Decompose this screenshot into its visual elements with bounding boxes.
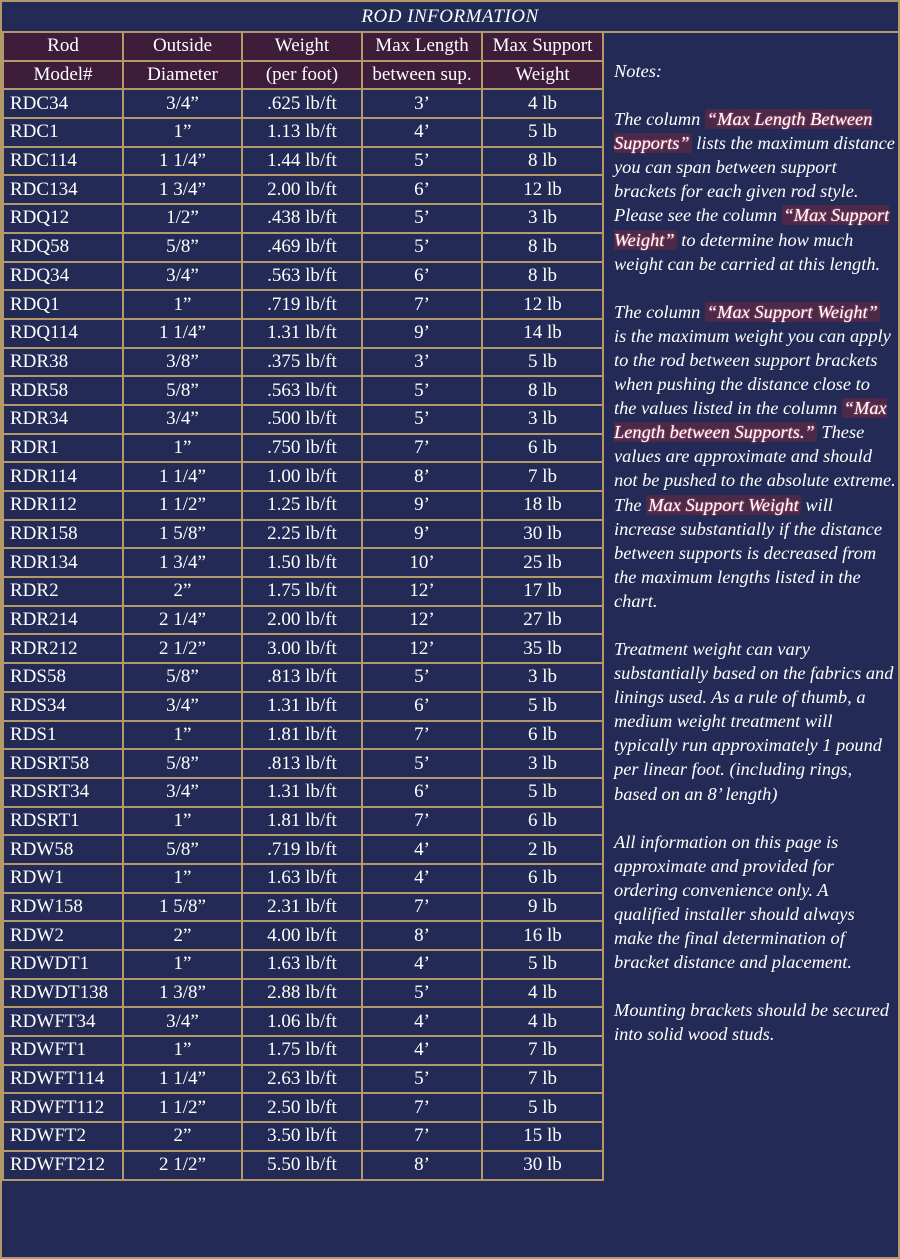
weight-cell: .719 lb/ft bbox=[242, 835, 362, 864]
max-support-cell: 12 lb bbox=[482, 290, 603, 319]
table-row bbox=[3, 204, 603, 233]
note-text: The column bbox=[614, 301, 705, 322]
notes-paragraph: Treatment weight can vary substantially based on the fabrics and linings used. As a rule of thumb, a medium weight treatment will typically run approximately 1 pound per linear foot. (including rings, based on an 8’ length) bbox=[614, 638, 894, 804]
table-row bbox=[3, 749, 603, 778]
weight-cell: 2.00 lb/ft bbox=[242, 606, 362, 635]
outside-diameter-cell: 1 3/4” bbox=[123, 548, 242, 577]
weight-cell: 1.31 lb/ft bbox=[242, 778, 362, 807]
max-support-cell: 30 lb bbox=[482, 1151, 603, 1180]
max-length-cell: 6’ bbox=[362, 692, 482, 721]
max-support-cell: 35 lb bbox=[482, 634, 603, 663]
max-support-cell: 6 lb bbox=[482, 721, 603, 750]
max-support-cell: 6 lb bbox=[482, 434, 603, 463]
table-row bbox=[3, 290, 603, 319]
rod-model-cell: RDC114 bbox=[3, 147, 123, 176]
outside-diameter-cell: 3/4” bbox=[123, 405, 242, 434]
max-length-cell: 5’ bbox=[362, 233, 482, 262]
notes-heading: Notes: bbox=[614, 61, 663, 81]
outside-diameter-cell: 1/2” bbox=[123, 204, 242, 233]
table-row bbox=[3, 893, 603, 922]
max-length-cell: 10’ bbox=[362, 548, 482, 577]
max-length-cell: 6’ bbox=[362, 262, 482, 291]
outside-diameter-cell: 2 1/2” bbox=[123, 1151, 242, 1180]
table-row bbox=[3, 520, 603, 549]
rod-model-cell: RDWFT34 bbox=[3, 1007, 123, 1036]
max-length-cell: 5’ bbox=[362, 979, 482, 1008]
max-support-cell: 25 lb bbox=[482, 548, 603, 577]
table-row bbox=[3, 606, 603, 635]
column-header: Weight bbox=[482, 61, 603, 90]
rod-model-cell: RDR1 bbox=[3, 434, 123, 463]
max-length-cell: 4’ bbox=[362, 1036, 482, 1065]
weight-cell: .813 lb/ft bbox=[242, 663, 362, 692]
weight-cell: .813 lb/ft bbox=[242, 749, 362, 778]
weight-cell: 3.50 lb/ft bbox=[242, 1122, 362, 1151]
max-support-cell: 5 lb bbox=[482, 950, 603, 979]
outside-diameter-cell: 3/4” bbox=[123, 89, 242, 118]
weight-cell: 2.63 lb/ft bbox=[242, 1065, 362, 1094]
outside-diameter-cell: 1 5/8” bbox=[123, 893, 242, 922]
rod-model-cell: RDS34 bbox=[3, 692, 123, 721]
outside-diameter-cell: 1” bbox=[123, 807, 242, 836]
weight-cell: .469 lb/ft bbox=[242, 233, 362, 262]
weight-cell: 1.75 lb/ft bbox=[242, 577, 362, 606]
outside-diameter-cell: 3/4” bbox=[123, 262, 242, 291]
weight-cell: 4.00 lb/ft bbox=[242, 921, 362, 950]
weight-cell: 1.25 lb/ft bbox=[242, 491, 362, 520]
table-row bbox=[3, 405, 603, 434]
outside-diameter-cell: 1 1/4” bbox=[123, 1065, 242, 1094]
table-row bbox=[3, 348, 603, 377]
rod-model-cell: RDR114 bbox=[3, 462, 123, 491]
weight-cell: .438 lb/ft bbox=[242, 204, 362, 233]
max-length-cell: 6’ bbox=[362, 778, 482, 807]
weight-cell: 1.00 lb/ft bbox=[242, 462, 362, 491]
weight-cell: 2.88 lb/ft bbox=[242, 979, 362, 1008]
outside-diameter-cell: 1” bbox=[123, 434, 242, 463]
highlight-term: “Max Length Between Supports” bbox=[614, 109, 873, 154]
notes-panel bbox=[614, 59, 896, 1070]
table-row bbox=[3, 175, 603, 204]
rod-model-cell: RDWFT212 bbox=[3, 1151, 123, 1180]
table-row bbox=[3, 376, 603, 405]
max-support-cell: 7 lb bbox=[482, 462, 603, 491]
weight-cell: .375 lb/ft bbox=[242, 348, 362, 377]
weight-cell: 1.06 lb/ft bbox=[242, 1007, 362, 1036]
column-header: Weight bbox=[242, 32, 362, 61]
max-length-cell: 7’ bbox=[362, 893, 482, 922]
outside-diameter-cell: 1 3/4” bbox=[123, 175, 242, 204]
weight-cell: 2.00 lb/ft bbox=[242, 175, 362, 204]
max-support-cell: 4 lb bbox=[482, 979, 603, 1008]
rod-model-cell: RDR134 bbox=[3, 548, 123, 577]
table-row bbox=[3, 663, 603, 692]
max-length-cell: 12’ bbox=[362, 577, 482, 606]
rod-model-cell: RDSRT34 bbox=[3, 778, 123, 807]
weight-cell: .563 lb/ft bbox=[242, 376, 362, 405]
max-support-cell: 8 lb bbox=[482, 262, 603, 291]
outside-diameter-cell: 3/4” bbox=[123, 1007, 242, 1036]
highlight-term: “Max Length between Supports.” bbox=[614, 398, 887, 443]
highlight-term: “Max Support Weight” bbox=[706, 301, 878, 322]
table-row bbox=[3, 262, 603, 291]
max-length-cell: 9’ bbox=[362, 319, 482, 348]
note-text: is the maximum weight you can apply to the rod between support brackets when pushing the distance close to the values listed in the column bbox=[614, 325, 891, 419]
column-header: (per foot) bbox=[242, 61, 362, 90]
rod-model-cell: RDQ1 bbox=[3, 290, 123, 319]
notes-paragraph: All information on this page is approximate and provided for ordering convenience only. A qualified installer should always make the final determination of bracket distance and placement. bbox=[614, 831, 855, 973]
max-length-cell: 8’ bbox=[362, 462, 482, 491]
rod-model-cell: RDR158 bbox=[3, 520, 123, 549]
rod-table bbox=[2, 31, 604, 1181]
rod-model-cell: RDC1 bbox=[3, 118, 123, 147]
max-support-cell: 14 lb bbox=[482, 319, 603, 348]
outside-diameter-cell: 5/8” bbox=[123, 835, 242, 864]
note-text: lists the maximum distance you can span between support brackets for each given rod style. Please see the column bbox=[614, 133, 895, 226]
column-header: Outside bbox=[123, 32, 242, 61]
max-support-cell: 5 lb bbox=[482, 1093, 603, 1122]
rod-model-cell: RDC134 bbox=[3, 175, 123, 204]
notes-paragraph: Mounting brackets should be secured into solid wood studs. bbox=[614, 1000, 890, 1045]
weight-cell: 1.50 lb/ft bbox=[242, 548, 362, 577]
max-length-cell: 6’ bbox=[362, 175, 482, 204]
table-row bbox=[3, 1151, 603, 1180]
table-header-row bbox=[3, 32, 603, 61]
table-row bbox=[3, 1093, 603, 1122]
max-support-cell: 8 lb bbox=[482, 376, 603, 405]
table-row bbox=[3, 634, 603, 663]
max-length-cell: 12’ bbox=[362, 606, 482, 635]
weight-cell: 2.50 lb/ft bbox=[242, 1093, 362, 1122]
rod-model-cell: RDWDT1 bbox=[3, 950, 123, 979]
outside-diameter-cell: 1 1/4” bbox=[123, 147, 242, 176]
rod-model-cell: RDW2 bbox=[3, 921, 123, 950]
highlight-term: Max Support Weight bbox=[648, 494, 799, 515]
max-length-cell: 3’ bbox=[362, 89, 482, 118]
max-length-cell: 5’ bbox=[362, 749, 482, 778]
rod-model-cell: RDW158 bbox=[3, 893, 123, 922]
max-support-cell: 4 lb bbox=[482, 1007, 603, 1036]
max-support-cell: 3 lb bbox=[482, 749, 603, 778]
outside-diameter-cell: 5/8” bbox=[123, 663, 242, 692]
rod-model-cell: RDWFT114 bbox=[3, 1065, 123, 1094]
weight-cell: 5.50 lb/ft bbox=[242, 1151, 362, 1180]
max-length-cell: 4’ bbox=[362, 118, 482, 147]
rod-model-cell: RDR212 bbox=[3, 634, 123, 663]
outside-diameter-cell: 1 1/2” bbox=[123, 1093, 242, 1122]
table-row bbox=[3, 807, 603, 836]
max-length-cell: 5’ bbox=[362, 376, 482, 405]
max-length-cell: 9’ bbox=[362, 520, 482, 549]
table-row bbox=[3, 1007, 603, 1036]
weight-cell: .719 lb/ft bbox=[242, 290, 362, 319]
note-text: will increase substantially if the distance between supports is decreased from the maximum lengths listed in the chart. bbox=[614, 494, 882, 611]
note-text: to determine how much weight can be carried at this length. bbox=[614, 229, 881, 274]
highlight-term: “Max Support Weight” bbox=[614, 205, 890, 250]
weight-cell: 1.44 lb/ft bbox=[242, 147, 362, 176]
outside-diameter-cell: 3/4” bbox=[123, 778, 242, 807]
outside-diameter-cell: 1 1/4” bbox=[123, 319, 242, 348]
outside-diameter-cell: 1 1/4” bbox=[123, 462, 242, 491]
outside-diameter-cell: 2” bbox=[123, 577, 242, 606]
table-row bbox=[3, 89, 603, 118]
outside-diameter-cell: 2” bbox=[123, 921, 242, 950]
rod-model-cell: RDWFT2 bbox=[3, 1122, 123, 1151]
column-header: Max Length bbox=[362, 32, 482, 61]
max-support-cell: 3 lb bbox=[482, 204, 603, 233]
rod-model-cell: RDR112 bbox=[3, 491, 123, 520]
max-support-cell: 4 lb bbox=[482, 89, 603, 118]
outside-diameter-cell: 2 1/4” bbox=[123, 606, 242, 635]
rod-model-cell: RDWFT112 bbox=[3, 1093, 123, 1122]
table-row bbox=[3, 1036, 603, 1065]
weight-cell: 1.63 lb/ft bbox=[242, 864, 362, 893]
max-support-cell: 5 lb bbox=[482, 692, 603, 721]
max-length-cell: 7’ bbox=[362, 434, 482, 463]
rod-model-cell: RDW58 bbox=[3, 835, 123, 864]
outside-diameter-cell: 1” bbox=[123, 118, 242, 147]
weight-cell: 2.25 lb/ft bbox=[242, 520, 362, 549]
note-text: The column bbox=[614, 109, 705, 130]
max-length-cell: 12’ bbox=[362, 634, 482, 663]
max-support-cell: 12 lb bbox=[482, 175, 603, 204]
weight-cell: 1.13 lb/ft bbox=[242, 118, 362, 147]
rod-model-cell: RDC34 bbox=[3, 89, 123, 118]
table-row bbox=[3, 1122, 603, 1151]
column-header: Diameter bbox=[123, 61, 242, 90]
table-row bbox=[3, 921, 603, 950]
table-row bbox=[3, 118, 603, 147]
max-length-cell: 7’ bbox=[362, 1122, 482, 1151]
rod-model-cell: RDWDT138 bbox=[3, 979, 123, 1008]
max-length-cell: 4’ bbox=[362, 1007, 482, 1036]
rod-model-cell: RDR38 bbox=[3, 348, 123, 377]
max-length-cell: 8’ bbox=[362, 921, 482, 950]
rod-model-cell: RDQ114 bbox=[3, 319, 123, 348]
weight-cell: 1.31 lb/ft bbox=[242, 319, 362, 348]
column-header: between sup. bbox=[362, 61, 482, 90]
rod-model-cell: RDR58 bbox=[3, 376, 123, 405]
outside-diameter-cell: 2” bbox=[123, 1122, 242, 1151]
table-row bbox=[3, 721, 603, 750]
max-length-cell: 4’ bbox=[362, 864, 482, 893]
outside-diameter-cell: 1 1/2” bbox=[123, 491, 242, 520]
note-text: These values are approximate and should not be pushed to the absolute extreme. The bbox=[614, 422, 896, 515]
max-support-cell: 3 lb bbox=[482, 663, 603, 692]
outside-diameter-cell: 2 1/2” bbox=[123, 634, 242, 663]
max-length-cell: 5’ bbox=[362, 147, 482, 176]
outside-diameter-cell: 1” bbox=[123, 950, 242, 979]
rod-model-cell: RDS58 bbox=[3, 663, 123, 692]
table-row bbox=[3, 577, 603, 606]
max-support-cell: 16 lb bbox=[482, 921, 603, 950]
outside-diameter-cell: 5/8” bbox=[123, 749, 242, 778]
max-length-cell: 8’ bbox=[362, 1151, 482, 1180]
table-header-row bbox=[3, 61, 603, 90]
rod-model-cell: RDS1 bbox=[3, 721, 123, 750]
max-support-cell: 15 lb bbox=[482, 1122, 603, 1151]
table-row bbox=[3, 548, 603, 577]
max-length-cell: 7’ bbox=[362, 290, 482, 319]
table-row bbox=[3, 950, 603, 979]
max-support-cell: 30 lb bbox=[482, 520, 603, 549]
rod-table-body bbox=[3, 89, 603, 1179]
weight-cell: 1.75 lb/ft bbox=[242, 1036, 362, 1065]
table-row bbox=[3, 147, 603, 176]
max-length-cell: 5’ bbox=[362, 663, 482, 692]
max-support-cell: 8 lb bbox=[482, 233, 603, 262]
table-row bbox=[3, 491, 603, 520]
max-length-cell: 5’ bbox=[362, 204, 482, 233]
max-length-cell: 7’ bbox=[362, 721, 482, 750]
max-length-cell: 3’ bbox=[362, 348, 482, 377]
outside-diameter-cell: 1 3/8” bbox=[123, 979, 242, 1008]
weight-cell: .500 lb/ft bbox=[242, 405, 362, 434]
outside-diameter-cell: 3/8” bbox=[123, 348, 242, 377]
table-row bbox=[3, 835, 603, 864]
outside-diameter-cell: 5/8” bbox=[123, 376, 242, 405]
page-title: ROD INFORMATION bbox=[2, 2, 898, 33]
max-support-cell: 6 lb bbox=[482, 807, 603, 836]
max-support-cell: 27 lb bbox=[482, 606, 603, 635]
weight-cell: .563 lb/ft bbox=[242, 262, 362, 291]
rod-model-cell: RDR214 bbox=[3, 606, 123, 635]
weight-cell: 1.81 lb/ft bbox=[242, 721, 362, 750]
rod-model-cell: RDSRT58 bbox=[3, 749, 123, 778]
max-support-cell: 5 lb bbox=[482, 118, 603, 147]
max-support-cell: 18 lb bbox=[482, 491, 603, 520]
weight-cell: .625 lb/ft bbox=[242, 89, 362, 118]
weight-cell: 1.81 lb/ft bbox=[242, 807, 362, 836]
max-support-cell: 8 lb bbox=[482, 147, 603, 176]
outside-diameter-cell: 1” bbox=[123, 864, 242, 893]
weight-cell: 3.00 lb/ft bbox=[242, 634, 362, 663]
weight-cell: 2.31 lb/ft bbox=[242, 893, 362, 922]
notes-paragraph bbox=[614, 107, 896, 276]
max-support-cell: 7 lb bbox=[482, 1065, 603, 1094]
rod-model-cell: RDR34 bbox=[3, 405, 123, 434]
table-row bbox=[3, 319, 603, 348]
max-support-cell: 5 lb bbox=[482, 348, 603, 377]
max-support-cell: 9 lb bbox=[482, 893, 603, 922]
outside-diameter-cell: 1” bbox=[123, 721, 242, 750]
outside-diameter-cell: 1” bbox=[123, 290, 242, 319]
table-row bbox=[3, 979, 603, 1008]
rod-model-cell: RDR2 bbox=[3, 577, 123, 606]
table-row bbox=[3, 778, 603, 807]
rod-model-cell: RDQ58 bbox=[3, 233, 123, 262]
column-header: Rod bbox=[3, 32, 123, 61]
max-support-cell: 6 lb bbox=[482, 864, 603, 893]
table-row bbox=[3, 864, 603, 893]
weight-cell: 1.31 lb/ft bbox=[242, 692, 362, 721]
max-length-cell: 9’ bbox=[362, 491, 482, 520]
weight-cell: .750 lb/ft bbox=[242, 434, 362, 463]
table-row bbox=[3, 434, 603, 463]
max-length-cell: 5’ bbox=[362, 1065, 482, 1094]
column-header: Model# bbox=[3, 61, 123, 90]
table-row bbox=[3, 1065, 603, 1094]
max-support-cell: 3 lb bbox=[482, 405, 603, 434]
max-support-cell: 5 lb bbox=[482, 778, 603, 807]
outside-diameter-cell: 1 5/8” bbox=[123, 520, 242, 549]
max-support-cell: 17 lb bbox=[482, 577, 603, 606]
notes-paragraph bbox=[614, 300, 896, 613]
outside-diameter-cell: 5/8” bbox=[123, 233, 242, 262]
max-length-cell: 7’ bbox=[362, 807, 482, 836]
rod-model-cell: RDWFT1 bbox=[3, 1036, 123, 1065]
outside-diameter-cell: 3/4” bbox=[123, 692, 242, 721]
max-support-cell: 2 lb bbox=[482, 835, 603, 864]
weight-cell: 1.63 lb/ft bbox=[242, 950, 362, 979]
table-row bbox=[3, 462, 603, 491]
rod-model-cell: RDW1 bbox=[3, 864, 123, 893]
max-support-cell: 7 lb bbox=[482, 1036, 603, 1065]
max-length-cell: 7’ bbox=[362, 1093, 482, 1122]
table-row bbox=[3, 233, 603, 262]
max-length-cell: 4’ bbox=[362, 835, 482, 864]
max-length-cell: 4’ bbox=[362, 950, 482, 979]
table-row bbox=[3, 692, 603, 721]
column-header: Max Support bbox=[482, 32, 603, 61]
rod-model-cell: RDSRT1 bbox=[3, 807, 123, 836]
rod-model-cell: RDQ34 bbox=[3, 262, 123, 291]
max-length-cell: 5’ bbox=[362, 405, 482, 434]
rod-model-cell: RDQ12 bbox=[3, 204, 123, 233]
outside-diameter-cell: 1” bbox=[123, 1036, 242, 1065]
